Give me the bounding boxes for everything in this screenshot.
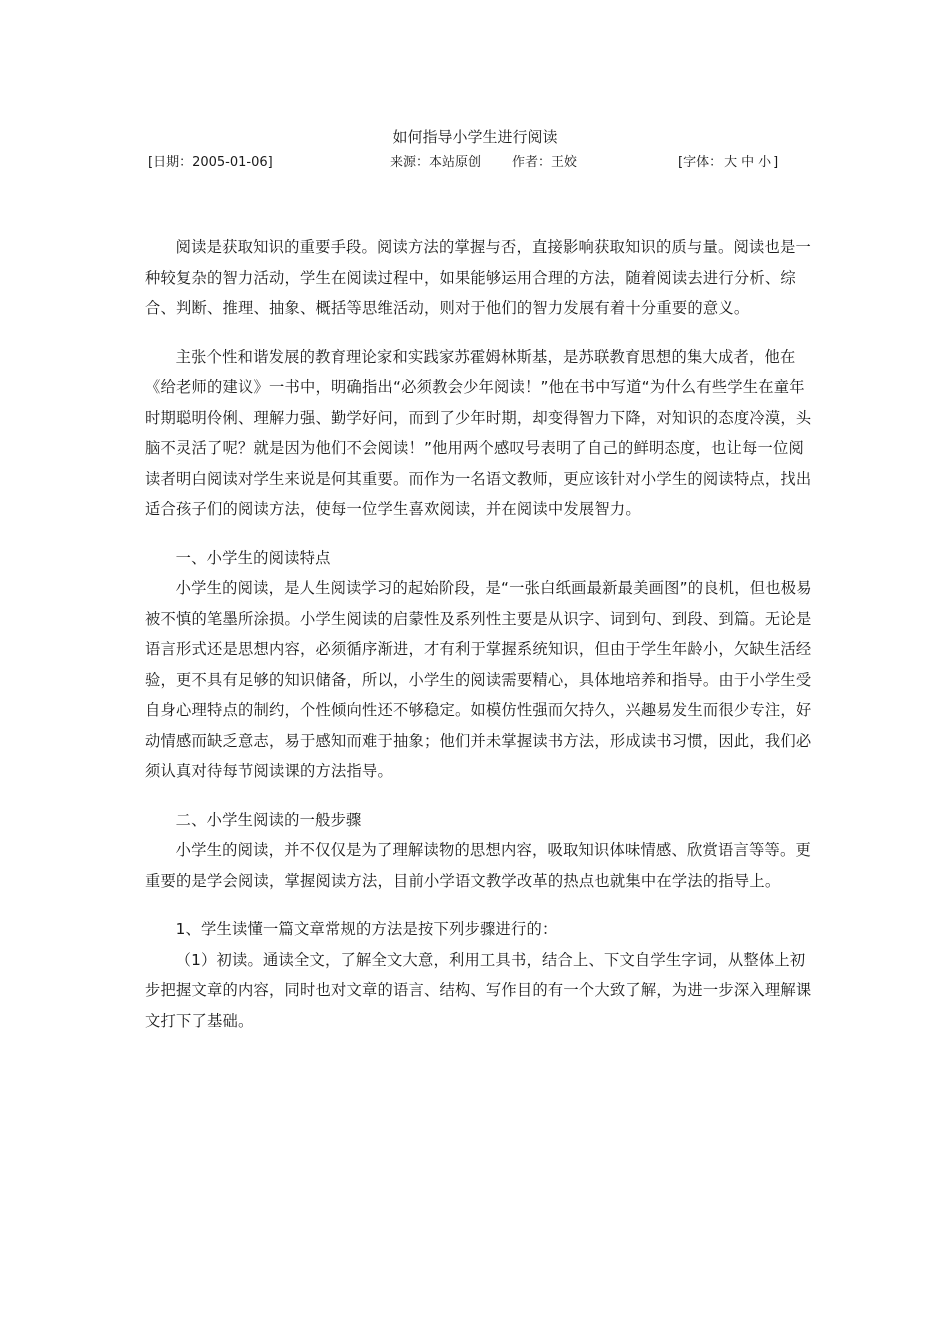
article-source: 来源：本站原创	[390, 155, 482, 170]
article-body	[145, 232, 817, 1036]
paragraph-steps: 小学生的阅读，并不仅仅是为了理解读物的思想内容，吸取知识体味情感、欣赏语言等等。更重要的是学会阅读，掌握阅读方法，目前小学语文教学改革的热点也就集中在学法的指导上。	[145, 841, 811, 890]
font-size-small-link[interactable]: 小	[758, 155, 772, 170]
subsection-heading-1: 1、学生读懂一篇文章常规的方法是按下列步骤进行的：	[175, 920, 558, 938]
paragraph-sukhomlinsky: 主张个性和谐发展的教育理论家和实践家苏霍姆林斯基，是苏联教育思想的集大成者，他在《给老师的建议》一书中，明确指出“必须教会少年阅读！”他在书中写道“为什么有些学生在童年时期聪明伶俐、理解力强、勤学好问，而到了少年时期，却变得智力下降，对知识的态度冷漠，头脑不灵活了呢？就是因为他们不会阅读！”他用两个感叹号表明了自己的鲜明态度，也让每一位阅读者明白阅读对学生来说是何其重要。而作为一名语文教师，更应该针对小学生的阅读特点，找出适合孩子们的阅读方法，使每一位学生喜欢阅读，并在阅读中发展智力。	[145, 347, 812, 518]
font-size-selector	[678, 153, 778, 173]
section-heading-2: 二、小学生阅读的一般步骤	[175, 810, 362, 829]
paragraph-first-reading: （1）初读。通读全文，了解全文大意，利用工具书，结合上、下文自学生字词，从整体上初步把握文章的内容，同时也对文章的语言、结构、写作目的有一个大致了解，为进一步深入理解课文打下了基础。	[145, 950, 812, 1030]
paragraph-characteristics: 小学生的阅读，是人生阅读学习的起始阶段，是“一张白纸画最新最美画图”的良机，但也极易被不慎的笔墨所涂损。小学生阅读的启蒙性及系列性主要是从识字、词到句、到段、到篇。无论是语言形式还是思想内容，必须循序渐进，才有利于掌握系统知识，但由于学生年龄小，欠缺生活经验，更不具有足够的知识储备，所以，小学生的阅读需要精心，具体地培养和指导。由于小学生受自身心理特点的制约，个性倾向性还不够稳定。如模仿性强而欠持久，兴趣易发生而很少专注，好动情感而缺乏意志，易于感知而难于抽象；他们并未掌握读书方法，形成读书习惯，因此，我们必须认真对待每节阅读课的方法指导。	[145, 579, 812, 780]
article-date: [日期：2005-01-06]	[148, 155, 273, 170]
article-title: 如何指导小学生进行阅读	[392, 128, 558, 146]
paragraph-intro: 阅读是获取知识的重要手段。阅读方法的掌握与否，直接影响获取知识的质与量。阅读也是一种较复杂的智力活动，学生在阅读过程中，如果能够运用合理的方法，随着阅读去进行分析、综合、判断、推理、抽象、概括等思维活动，则对于他们的智力发展有着十分重要的意义。	[145, 238, 811, 317]
font-size-large-link[interactable]: 大	[724, 155, 738, 170]
font-size-bracket: ]	[773, 155, 779, 170]
section-heading-1: 一、小学生的阅读特点	[175, 548, 331, 567]
article-author: 作者：王姣	[512, 155, 578, 170]
font-size-medium-link[interactable]: 中	[741, 155, 755, 170]
font-size-label: [字体：	[678, 155, 723, 170]
